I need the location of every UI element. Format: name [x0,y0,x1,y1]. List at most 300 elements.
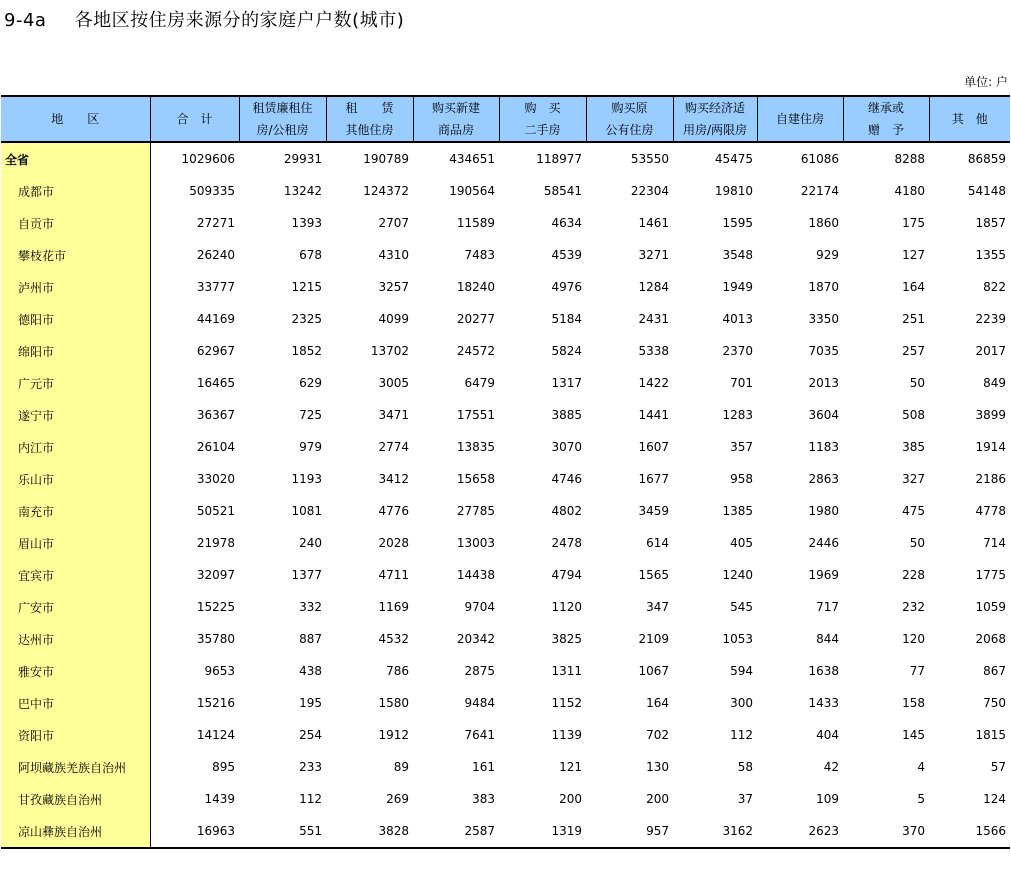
value-cell: 3885 [551,408,582,422]
value-cell: 1183 [808,440,839,454]
value-cell: 11589 [456,216,495,230]
column-header-line2: 二手房 [524,123,561,137]
value-cell: 2239 [975,312,1006,326]
column-header-line2: 商品房 [437,123,474,137]
value-cell: 14438 [456,568,495,582]
value-cell: 45475 [714,152,753,166]
value-cell: 2186 [975,472,1006,486]
value-cell: 19810 [714,184,753,198]
value-cell: 1193 [291,472,322,486]
value-cell: 385 [902,440,925,454]
value-cell: 164 [646,696,669,710]
value-cell: 233 [299,760,322,774]
value-cell: 717 [816,600,839,614]
page-title [4,6,404,32]
value-cell: 2068 [975,632,1006,646]
table-row [1,239,1010,271]
value-cell: 3257 [378,280,409,294]
value-cell: 77 [909,664,925,678]
value-cell: 4802 [551,504,582,518]
region-cell: 成都市 [1,175,150,207]
region-cell: 全省 [1,142,150,175]
value-cell: 1067 [638,664,669,678]
value-cell: 1215 [291,280,322,294]
value-cell: 9484 [464,696,495,710]
column-header [1,96,150,142]
value-cell: 867 [983,664,1006,678]
column-header-line2: 房/公租房 [256,123,309,137]
table-row [1,751,1010,783]
value-cell: 1311 [551,664,582,678]
value-cell: 1169 [378,600,409,614]
value-cell: 725 [299,408,322,422]
value-cell: 1980 [808,504,839,518]
value-cell: 37 [737,792,753,806]
value-cell: 190789 [363,152,409,166]
value-cell: 750 [983,696,1006,710]
value-cell: 127 [902,248,925,262]
value-cell: 1565 [638,568,669,582]
value-cell: 112 [299,792,322,806]
value-cell: 844 [816,632,839,646]
value-cell: 42 [823,760,839,774]
value-cell: 1595 [722,216,753,230]
value-cell: 16963 [150,815,239,848]
value-cell: 332 [299,600,322,614]
value-cell: 27271 [196,216,235,230]
value-cell: 2478 [551,536,582,550]
region-cell: 攀枝花市 [1,239,150,271]
value-cell: 13242 [283,184,322,198]
region-cell: 绵阳市 [1,335,150,367]
value-cell: 20277 [456,312,495,326]
region-cell: 广安市 [1,591,150,623]
value-cell: 887 [299,632,322,646]
value-cell: 54148 [967,184,1006,198]
value-cell: 4778 [975,504,1006,518]
value-cell: 957 [586,815,673,848]
value-cell: 190564 [449,184,495,198]
value-cell: 35780 [196,632,235,646]
value-cell: 86859 [967,152,1006,166]
value-cell: 475 [902,504,925,518]
value-cell: 3828 [326,815,413,848]
region-cell: 眉山市 [1,527,150,559]
value-cell: 1638 [808,664,839,678]
value-cell: 327 [902,472,925,486]
value-cell: 7035 [808,344,839,358]
value-cell: 1607 [638,440,669,454]
column-header [929,96,1010,142]
value-cell: 1393 [291,216,322,230]
table-row [1,495,1010,527]
table-code: 9-4a [4,10,47,31]
data-table [1,95,1010,849]
value-cell: 438 [299,664,322,678]
value-cell: 112 [730,728,753,742]
value-cell: 2109 [638,632,669,646]
value-cell: 17551 [456,408,495,422]
value-cell: 26104 [196,440,235,454]
table-row [1,815,1010,848]
value-cell: 1053 [722,632,753,646]
value-cell: 594 [730,664,753,678]
value-cell: 32097 [196,568,235,582]
table-row [1,175,1010,207]
column-header-line1: 购 买 [524,101,561,115]
column-header-line1: 其 他 [951,112,988,126]
region-cell: 宜宾市 [1,559,150,591]
value-cell: 2774 [378,440,409,454]
value-cell: 702 [646,728,669,742]
region-cell: 资阳市 [1,719,150,751]
table-row [1,623,1010,655]
value-cell: 1319 [499,815,586,848]
table-row [1,367,1010,399]
value-cell: 3604 [808,408,839,422]
table-title: 各地区按住房来源分的家庭户户数(城市) [74,10,405,31]
value-cell: 124372 [363,184,409,198]
value-cell: 1439 [204,792,235,806]
value-cell: 2325 [291,312,322,326]
value-cell: 257 [902,344,925,358]
region-cell: 内江市 [1,431,150,463]
value-cell: 1422 [638,376,669,390]
value-cell: 89 [393,760,409,774]
value-cell: 3825 [551,632,582,646]
value-cell: 29931 [283,152,322,166]
value-cell: 545 [730,600,753,614]
value-cell: 1914 [975,440,1006,454]
value-cell: 121 [559,760,582,774]
value-cell: 36367 [196,408,235,422]
value-cell: 822 [983,280,1006,294]
region-cell: 阿坝藏族羌族自治州 [1,751,150,783]
value-cell: 958 [730,472,753,486]
value-cell: 1969 [808,568,839,582]
value-cell: 3412 [378,472,409,486]
table-row [1,399,1010,431]
region-cell: 德阳市 [1,303,150,335]
value-cell: 4532 [378,632,409,646]
value-cell: 33020 [196,472,235,486]
value-cell: 158 [902,696,925,710]
value-cell: 16465 [196,376,235,390]
value-cell: 1283 [722,408,753,422]
table-row [1,207,1010,239]
value-cell: 4099 [378,312,409,326]
value-cell: 1059 [975,600,1006,614]
value-cell: 4013 [722,312,753,326]
value-cell: 57 [990,760,1006,774]
column-header-line1: 租 赁 [345,101,394,115]
value-cell: 2028 [378,536,409,550]
value-cell: 269 [386,792,409,806]
region-cell: 雅安市 [1,655,150,687]
value-cell: 434651 [449,152,495,166]
value-cell: 4180 [894,184,925,198]
value-cell: 15658 [456,472,495,486]
value-cell: 13003 [456,536,495,550]
value-cell: 1949 [722,280,753,294]
column-header [673,96,757,142]
value-cell: 164 [902,280,925,294]
value-cell: 33777 [196,280,235,294]
table-row [1,559,1010,591]
column-header [757,96,843,142]
value-cell: 383 [472,792,495,806]
value-cell: 2017 [975,344,1006,358]
table-row [1,687,1010,719]
value-cell: 1870 [808,280,839,294]
column-header [150,96,239,142]
column-header [586,96,673,142]
value-cell: 1677 [638,472,669,486]
value-cell: 53550 [630,152,669,166]
value-cell: 300 [730,696,753,710]
value-cell: 26240 [196,248,235,262]
value-cell: 61086 [800,152,839,166]
column-header-line1: 购买原 [611,101,648,115]
value-cell: 2013 [808,376,839,390]
value-cell: 58 [737,760,753,774]
value-cell: 200 [559,792,582,806]
value-cell: 2623 [757,815,843,848]
region-cell: 达州市 [1,623,150,655]
column-header [326,96,413,142]
column-header-line2: 公有住房 [605,123,654,137]
region-cell: 泸州市 [1,271,150,303]
value-cell: 404 [816,728,839,742]
value-cell: 849 [983,376,1006,390]
value-cell: 357 [730,440,753,454]
value-cell: 1815 [975,728,1006,742]
value-cell: 1580 [378,696,409,710]
region-cell: 凉山彝族自治州 [1,815,150,848]
value-cell: 1152 [551,696,582,710]
value-cell: 551 [239,815,326,848]
value-cell: 145 [902,728,925,742]
value-cell: 200 [646,792,669,806]
value-cell: 22174 [800,184,839,198]
value-cell: 2863 [808,472,839,486]
value-cell: 15216 [196,696,235,710]
value-cell: 2431 [638,312,669,326]
value-cell: 62967 [196,344,235,358]
column-header-line1: 租赁廉租住 [252,101,313,115]
value-cell: 714 [983,536,1006,550]
region-cell: 乐山市 [1,463,150,495]
table-row [1,271,1010,303]
value-cell: 2446 [808,536,839,550]
value-cell: 1317 [551,376,582,390]
value-cell: 7483 [464,248,495,262]
table-body [1,142,1010,848]
value-cell: 9653 [204,664,235,678]
value-cell: 1284 [638,280,669,294]
region-cell: 巴中市 [1,687,150,719]
value-cell: 1775 [975,568,1006,582]
value-cell: 5184 [551,312,582,326]
value-cell: 701 [730,376,753,390]
value-cell: 2587 [413,815,499,848]
table-row [1,335,1010,367]
value-cell: 509335 [189,184,235,198]
value-cell: 1139 [551,728,582,742]
value-cell: 195 [299,696,322,710]
value-cell: 2370 [722,344,753,358]
value-cell: 508 [902,408,925,422]
value-cell: 4539 [551,248,582,262]
value-cell: 3005 [378,376,409,390]
region-cell: 遂宁市 [1,399,150,431]
value-cell: 2875 [464,664,495,678]
table-row [1,463,1010,495]
column-header [413,96,499,142]
value-cell: 13835 [456,440,495,454]
value-cell: 3459 [638,504,669,518]
value-cell: 3899 [975,408,1006,422]
value-cell: 3162 [673,815,757,848]
column-header-line1: 合 计 [176,112,213,126]
value-cell: 124 [983,792,1006,806]
value-cell: 1120 [551,600,582,614]
column-header [499,96,586,142]
value-cell: 15225 [196,600,235,614]
value-cell: 8288 [894,152,925,166]
value-cell: 4776 [378,504,409,518]
value-cell: 1912 [378,728,409,742]
value-cell: 240 [299,536,322,550]
value-cell: 4794 [551,568,582,582]
value-cell: 21978 [196,536,235,550]
value-cell: 629 [299,376,322,390]
region-cell: 南充市 [1,495,150,527]
region-cell: 自贡市 [1,207,150,239]
value-cell: 232 [902,600,925,614]
value-cell: 50521 [196,504,235,518]
table-row [1,527,1010,559]
region-cell: 广元市 [1,367,150,399]
value-cell: 20342 [456,632,495,646]
column-header-line2: 其他住房 [345,123,394,137]
value-cell: 1566 [929,815,1010,848]
value-cell: 1385 [722,504,753,518]
value-cell: 58541 [543,184,582,198]
value-cell: 50 [909,536,925,550]
value-cell: 1377 [291,568,322,582]
table-row [1,431,1010,463]
value-cell: 370 [843,815,929,848]
value-cell: 6479 [464,376,495,390]
value-cell: 22304 [630,184,669,198]
value-cell: 161 [472,760,495,774]
value-cell: 2707 [378,216,409,230]
value-cell: 109 [816,792,839,806]
value-cell: 7641 [464,728,495,742]
value-cell: 3070 [551,440,582,454]
value-cell: 44169 [196,312,235,326]
value-cell: 3548 [722,248,753,262]
value-cell: 254 [299,728,322,742]
column-header-line1: 购买新建 [431,101,480,115]
value-cell: 1355 [975,248,1006,262]
table-row [1,303,1010,335]
value-cell: 175 [902,216,925,230]
value-cell: 4746 [551,472,582,486]
value-cell: 678 [299,248,322,262]
value-cell: 1852 [291,344,322,358]
value-cell: 18240 [456,280,495,294]
value-cell: 50 [909,376,925,390]
table-header-row [1,96,1010,142]
value-cell: 120 [902,632,925,646]
value-cell: 4 [917,760,925,774]
value-cell: 786 [386,664,409,678]
value-cell: 118977 [536,152,582,166]
column-header [239,96,326,142]
table-row [1,591,1010,623]
value-cell: 9704 [464,600,495,614]
value-cell: 5824 [551,344,582,358]
value-cell: 251 [902,312,925,326]
unit-label: 单位: 户 [964,75,1008,89]
value-cell: 24572 [456,344,495,358]
value-cell: 3350 [808,312,839,326]
value-cell: 4310 [378,248,409,262]
value-cell: 3471 [378,408,409,422]
value-cell: 228 [902,568,925,582]
table-row [1,783,1010,815]
value-cell: 1461 [638,216,669,230]
value-cell: 4976 [551,280,582,294]
value-cell: 5338 [638,344,669,358]
column-header [843,96,929,142]
value-cell: 347 [646,600,669,614]
value-cell: 1860 [808,216,839,230]
value-cell: 1029606 [181,152,235,166]
value-cell: 4634 [551,216,582,230]
value-cell: 3271 [638,248,669,262]
region-cell: 甘孜藏族自治州 [1,783,150,815]
value-cell: 130 [646,760,669,774]
column-header-line2: 赠 予 [867,123,904,137]
value-cell: 1081 [291,504,322,518]
column-header-line1: 自建住房 [775,112,824,126]
table-row [1,655,1010,687]
value-cell: 27785 [456,504,495,518]
table-row-total [1,142,1010,175]
column-header-line2: 用房/两限房 [682,123,748,137]
column-header-line1: 购买经济适 [684,101,745,115]
value-cell: 4711 [378,568,409,582]
value-cell: 13702 [370,344,409,358]
value-cell: 895 [212,760,235,774]
value-cell: 614 [646,536,669,550]
value-cell: 1441 [638,408,669,422]
value-cell: 14124 [196,728,235,742]
value-cell: 405 [730,536,753,550]
column-header-line1: 地 区 [51,112,100,126]
value-cell: 1240 [722,568,753,582]
column-header-line1: 继承或 [867,101,904,115]
value-cell: 5 [917,792,925,806]
value-cell: 1433 [808,696,839,710]
value-cell: 979 [299,440,322,454]
value-cell: 929 [816,248,839,262]
value-cell: 1857 [975,216,1006,230]
table-row [1,719,1010,751]
